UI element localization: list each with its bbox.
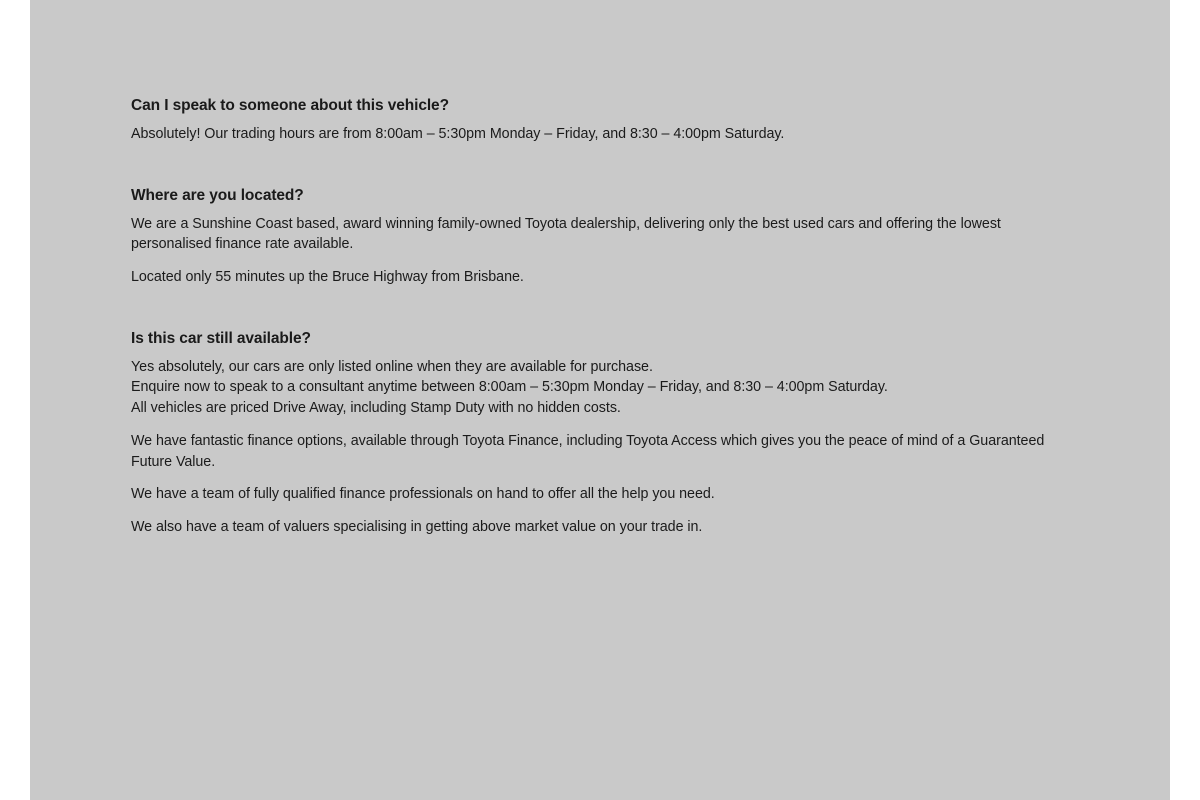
- faq-answer-paragraph: We also have a team of valuers specialising in getting above market value on your trade in.: [131, 518, 703, 535]
- faq-answer-paragraph: We have fantastic finance options, available through Toyota Finance, including Toyota Access which gives you the peace of mind of a Guaranteed Future Value.: [131, 432, 1045, 470]
- faq-answer-paragraph: Absolutely! Our trading hours are from 8:00am – 5:30pm Monday – Friday, and 8:30 – 4:00pm Saturday.: [131, 125, 785, 142]
- faq-answer-line: Enquire now to speak to a consultant anytime between 8:00am – 5:30pm Monday – Friday, and 8:30 – 4:00pm Saturday.: [131, 379, 888, 396]
- faq-question-heading: Can I speak to someone about this vehicle?: [131, 97, 449, 114]
- faq-question-heading: Is this car still available?: [131, 329, 311, 347]
- faq-answer-line: All vehicles are priced Drive Away, including Stamp Duty with no hidden costs.: [131, 400, 621, 417]
- faq-panel: [30, 0, 1170, 800]
- faq-section-availability: [131, 329, 1091, 538]
- faq-answer-line: Yes absolutely, our cars are only listed online when they are available for purchase.: [131, 358, 653, 375]
- faq-content: [131, 96, 1091, 538]
- faq-answer-line-group: [131, 357, 1091, 419]
- faq-section-location: [131, 186, 1091, 288]
- faq-answer-paragraph: We have a team of fully qualified finance professionals on hand to offer all the help you need.: [131, 486, 715, 503]
- faq-section-speak-to-someone: [131, 96, 1091, 145]
- faq-answer-paragraph: We are a Sunshine Coast based, award winning family-owned Toyota dealership, delivering only the best used cars and offering the lowest personalised finance rate available.: [131, 215, 1001, 253]
- faq-answer-paragraph: Located only 55 minutes up the Bruce Highway from Brisbane.: [131, 269, 524, 285]
- faq-question-heading: Where are you located?: [131, 186, 304, 204]
